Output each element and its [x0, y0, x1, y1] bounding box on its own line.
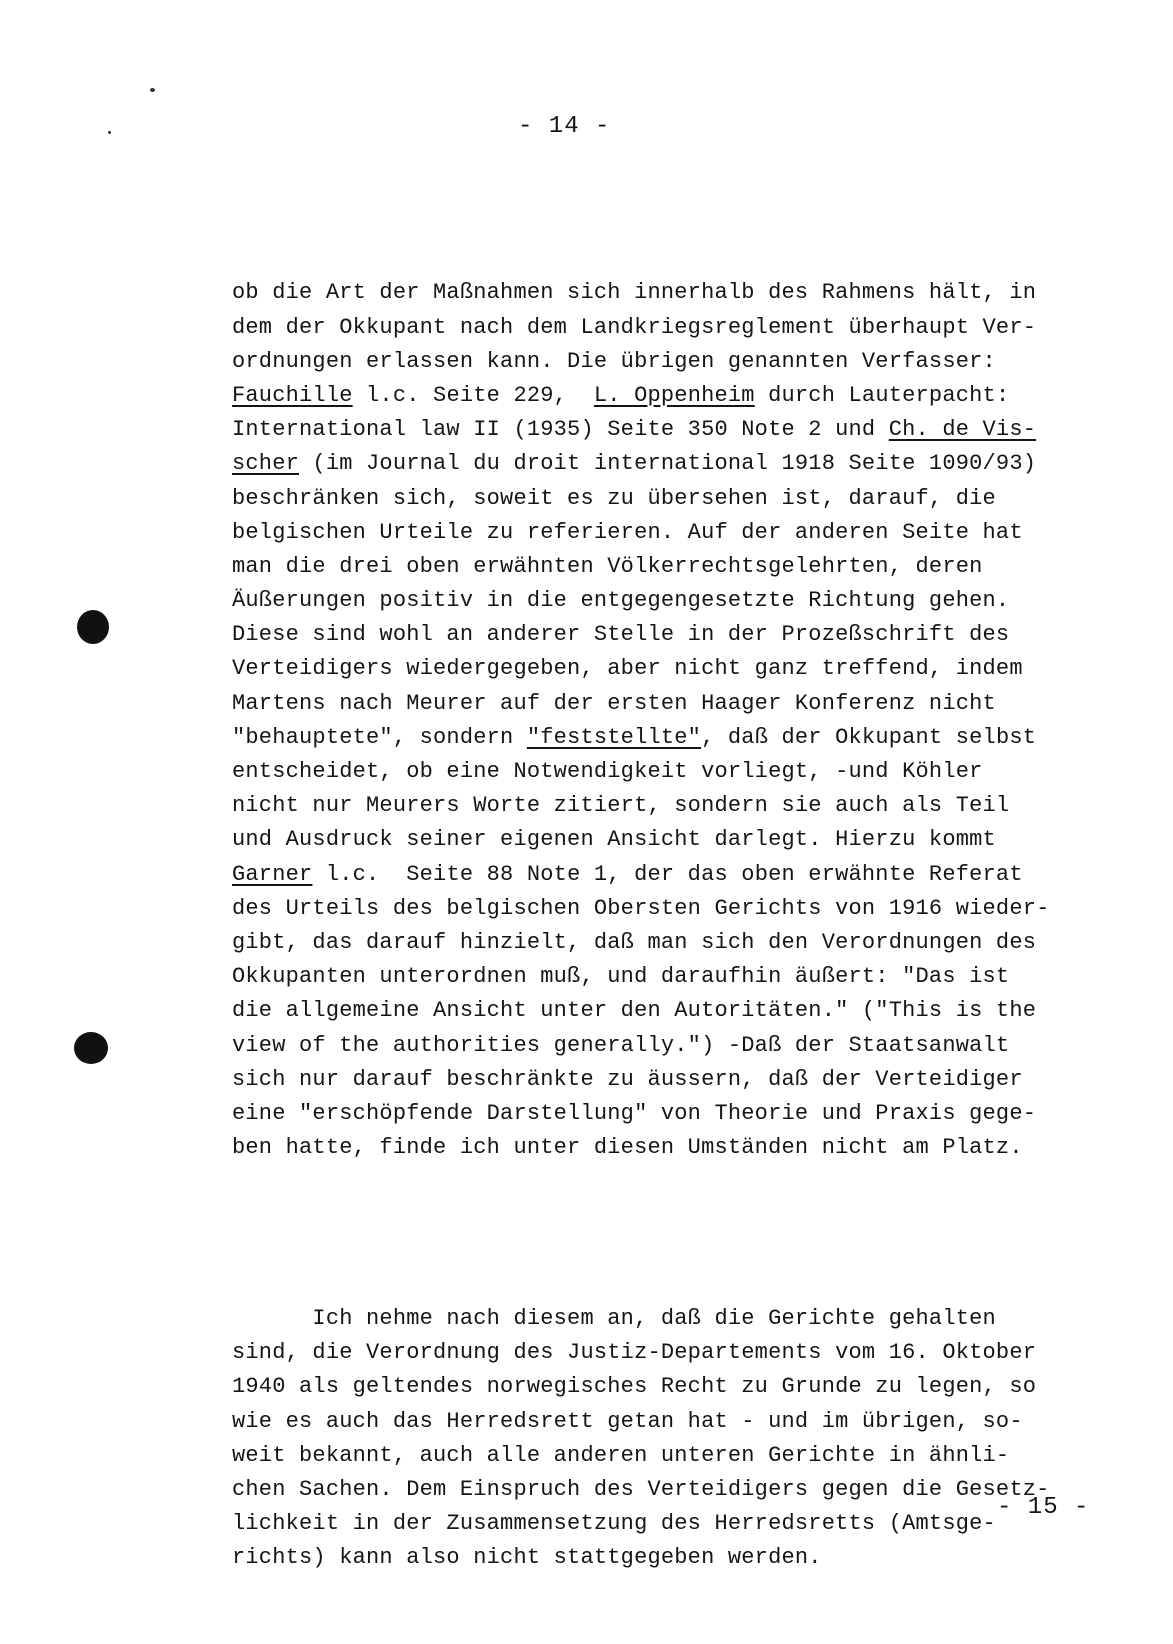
- paragraph-1: [232, 276, 1102, 1165]
- text-segment: sind, die Verordnung des Justiz-Departements vom 16. Oktober: [232, 1340, 1037, 1366]
- text-line: [232, 1302, 1102, 1336]
- text-segment: eine "erschöpfende Darstellung" von Theorie und Praxis gege-: [232, 1100, 1037, 1126]
- text-segment: Ich nehme nach diesem an, daß die Gerichte gehalten: [232, 1306, 996, 1332]
- text-line: [232, 550, 1102, 584]
- underlined-reference: Ch. de Vis-: [888, 417, 1037, 443]
- text-line: [232, 618, 1102, 652]
- text-segment: sich nur darauf beschränkte zu äussern, daß der Verteidiger: [232, 1066, 1023, 1092]
- text-line: [232, 755, 1102, 789]
- text-segment: gibt, das darauf hinzielt, daß man sich den Verordnungen des: [232, 929, 1037, 955]
- text-segment: l.c. Seite 229,: [352, 382, 594, 408]
- text-segment: (im Journal du droit international 1918 Seite 1090/93): [299, 451, 1037, 477]
- text-line: [232, 960, 1102, 994]
- text-segment: International law II (1935) Seite 350 Note 2 und: [232, 417, 889, 443]
- text-line: [232, 1473, 1102, 1507]
- text-line: [232, 584, 1102, 618]
- text-segment: dem der Okkupant nach dem Landkriegsreglement überhaupt Ver-: [232, 314, 1037, 340]
- text-line: [232, 379, 1102, 413]
- text-line: [232, 482, 1102, 516]
- punch-hole-icon: [74, 1032, 108, 1064]
- text-segment: chen Sachen. Dem Einspruch des Verteidigers gegen die Gesetz-: [232, 1477, 1050, 1503]
- text-line: [232, 1405, 1102, 1439]
- body-text: [232, 208, 1102, 1644]
- underlined-reference: L. Oppenheim: [593, 382, 755, 408]
- text-line: [232, 892, 1102, 926]
- text-line: [232, 1336, 1102, 1370]
- scan-speck: [108, 131, 111, 134]
- underlined-reference: Fauchille: [232, 382, 353, 408]
- text-line: [232, 1370, 1102, 1404]
- underlined-reference: "feststellte": [526, 724, 702, 750]
- text-line: [232, 276, 1102, 310]
- text-line: [232, 345, 1102, 379]
- text-segment: beschränken sich, soweit es zu übersehen ist, darauf, die: [232, 485, 996, 511]
- underlined-reference: scher: [232, 451, 300, 477]
- text-segment: und Ausdruck seiner eigenen Ansicht darlegt. Hierzu kommt: [232, 827, 996, 853]
- text-line: [232, 447, 1102, 481]
- text-line: [232, 858, 1102, 892]
- text-segment: nicht nur Meurers Worte zitiert, sondern sie auch als Teil: [232, 793, 1010, 819]
- text-segment: view of the authorities generally.") -Daß der Staatsanwalt: [232, 1032, 1010, 1058]
- text-line: [232, 413, 1102, 447]
- text-segment: , daß der Okkupant selbst: [701, 724, 1037, 750]
- text-line: [232, 652, 1102, 686]
- text-line: [232, 1131, 1102, 1165]
- text-segment: belgischen Urteile zu referieren. Auf der anderen Seite hat: [232, 519, 1023, 545]
- text-segment: "behauptete", sondern: [232, 724, 527, 750]
- text-segment: man die drei oben erwähnten Völkerrechtsgelehrten, deren: [232, 553, 983, 579]
- text-line: [232, 1439, 1102, 1473]
- text-segment: Äußerungen positiv in die entgegengesetzte Richtung gehen.: [232, 588, 1010, 614]
- text-line: [232, 1507, 1102, 1541]
- text-segment: Martens nach Meurer auf der ersten Haager Konferenz nicht: [232, 690, 996, 716]
- underlined-reference: Garner: [232, 861, 313, 887]
- text-line: [232, 823, 1102, 857]
- text-line: [232, 721, 1102, 755]
- text-line: [232, 1063, 1102, 1097]
- text-segment: die allgemeine Ansicht unter den Autoritäten." ("This is the: [232, 998, 1037, 1024]
- text-line: [232, 926, 1102, 960]
- text-segment: Okkupanten unterordnen muß, und daraufhin äußert: "Das ist: [232, 964, 1010, 990]
- text-segment: des Urteils des belgischen Obersten Gerichts von 1916 wieder-: [232, 895, 1050, 921]
- text-segment: durch Lauterpacht:: [754, 382, 1010, 408]
- text-line: [232, 516, 1102, 550]
- text-segment: lichkeit in der Zusammensetzung des Herredsretts (Amtsge-: [232, 1511, 996, 1537]
- text-line: [232, 1541, 1102, 1575]
- text-line: [232, 789, 1102, 823]
- text-line: [232, 1097, 1102, 1131]
- scan-speck: [150, 88, 155, 92]
- text-segment: wie es auch das Herredsrett getan hat - und im übrigen, so-: [232, 1408, 1023, 1434]
- text-segment: l.c. Seite 88 Note 1, der das oben erwähnte Referat: [312, 861, 1023, 887]
- page-number-top: - 14 -: [518, 113, 611, 140]
- text-segment: 1940 als geltendes norwegisches Recht zu Grunde zu legen, so: [232, 1374, 1037, 1400]
- text-line: [232, 994, 1102, 1028]
- text-segment: entscheidet, ob eine Notwendigkeit vorliegt, -und Köhler: [232, 759, 983, 785]
- text-line: [232, 687, 1102, 721]
- text-segment: Verteidigers wiedergegeben, aber nicht ganz treffend, indem: [232, 656, 1023, 682]
- text-line: [232, 311, 1102, 345]
- text-segment: weit bekannt, auch alle anderen unteren Gerichte in ähnli-: [232, 1442, 1010, 1468]
- text-line: [232, 1029, 1102, 1063]
- text-segment: richts) kann also nicht stattgegeben werden.: [232, 1545, 822, 1571]
- paragraph-2: [232, 1302, 1102, 1576]
- page-number-bottom: - 15 -: [997, 1494, 1090, 1521]
- text-segment: ben hatte, finde ich unter diesen Umständen nicht am Platz.: [232, 1135, 1023, 1161]
- text-segment: Diese sind wohl an anderer Stelle in der Prozeßschrift des: [232, 622, 1010, 648]
- text-segment: ob die Art der Maßnahmen sich innerhalb des Rahmens hält, in: [232, 280, 1037, 306]
- text-segment: ordnungen erlassen kann. Die übrigen genannten Verfasser:: [232, 348, 996, 374]
- punch-hole-icon: [77, 610, 109, 644]
